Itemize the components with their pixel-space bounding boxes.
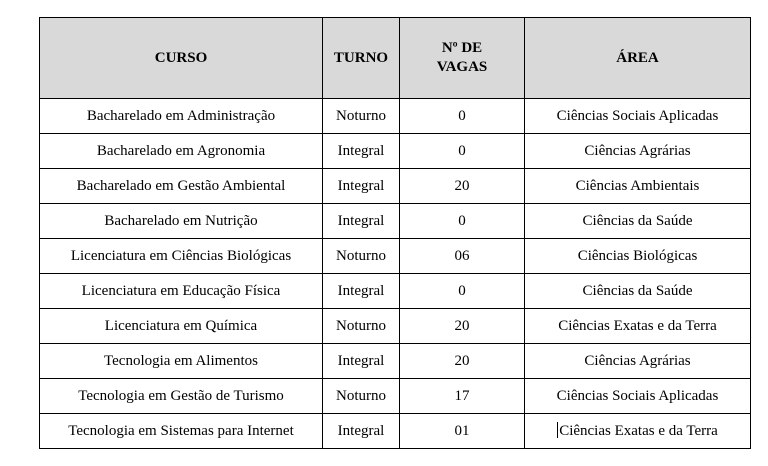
- cell-area: Ciências Ambientais: [525, 169, 751, 204]
- vagas-table: [39, 17, 751, 449]
- header-vagas: [400, 18, 525, 99]
- cell-vagas: 0: [400, 274, 525, 309]
- cell-vagas: 06: [400, 239, 525, 274]
- table-row: [40, 379, 751, 414]
- cell-curso: Tecnologia em Gestão de Turismo: [40, 379, 323, 414]
- cell-area: Ciências da Saúde: [525, 204, 751, 239]
- table-header-row: [40, 18, 751, 99]
- table-row: [40, 309, 751, 344]
- cell-curso: Bacharelado em Gestão Ambiental: [40, 169, 323, 204]
- cell-turno: Integral: [323, 204, 400, 239]
- cell-turno: Noturno: [323, 309, 400, 344]
- header-turno: TURNO: [323, 18, 400, 99]
- header-vagas-line1: Nº DE: [441, 40, 483, 56]
- cell-turno: Integral: [323, 414, 400, 449]
- cell-curso: Licenciatura em Química: [40, 309, 323, 344]
- table-row: [40, 239, 751, 274]
- table-row: [40, 414, 751, 449]
- table-row: [40, 169, 751, 204]
- cell-vagas: 17: [400, 379, 525, 414]
- table-row: [40, 204, 751, 239]
- cell-turno: Noturno: [323, 239, 400, 274]
- table-row: [40, 344, 751, 379]
- cell-turno: Noturno: [323, 99, 400, 134]
- cell-curso: Licenciatura em Educação Física: [40, 274, 323, 309]
- cell-area: Ciências Sociais Aplicadas: [525, 379, 751, 414]
- cell-vagas: 20: [400, 169, 525, 204]
- cell-area-text: Ciências Exatas e da Terra: [559, 423, 718, 439]
- table-row: [40, 99, 751, 134]
- cell-area: Ciências da Saúde: [525, 274, 751, 309]
- cell-vagas: 20: [400, 344, 525, 379]
- cell-area: Ciências Sociais Aplicadas: [525, 99, 751, 134]
- cell-area[interactable]: [525, 414, 751, 449]
- cell-turno: Integral: [323, 274, 400, 309]
- cell-curso: Licenciatura em Ciências Biológicas: [40, 239, 323, 274]
- cell-area: Ciências Agrárias: [525, 134, 751, 169]
- header-curso: CURSO: [40, 18, 323, 99]
- table-row: [40, 274, 751, 309]
- cell-area: Ciências Biológicas: [525, 239, 751, 274]
- cell-area: Ciências Agrárias: [525, 344, 751, 379]
- cell-vagas: 20: [400, 309, 525, 344]
- cell-vagas: 0: [400, 99, 525, 134]
- cell-curso: Bacharelado em Administração: [40, 99, 323, 134]
- table-row: [40, 134, 751, 169]
- header-area: ÁREA: [525, 18, 751, 99]
- cell-vagas: 01: [400, 414, 525, 449]
- cell-curso: Tecnologia em Alimentos: [40, 344, 323, 379]
- cell-curso: Bacharelado em Nutrição: [40, 204, 323, 239]
- cell-curso: Tecnologia em Sistemas para Internet: [40, 414, 323, 449]
- cell-area: Ciências Exatas e da Terra: [525, 309, 751, 344]
- header-vagas-line2: VAGAS: [436, 59, 488, 75]
- cell-curso: Bacharelado em Agronomia: [40, 134, 323, 169]
- cell-turno: Integral: [323, 134, 400, 169]
- cell-turno: Integral: [323, 344, 400, 379]
- cell-vagas: 0: [400, 134, 525, 169]
- cell-vagas: 0: [400, 204, 525, 239]
- cell-turno: Integral: [323, 169, 400, 204]
- cell-turno: Noturno: [323, 379, 400, 414]
